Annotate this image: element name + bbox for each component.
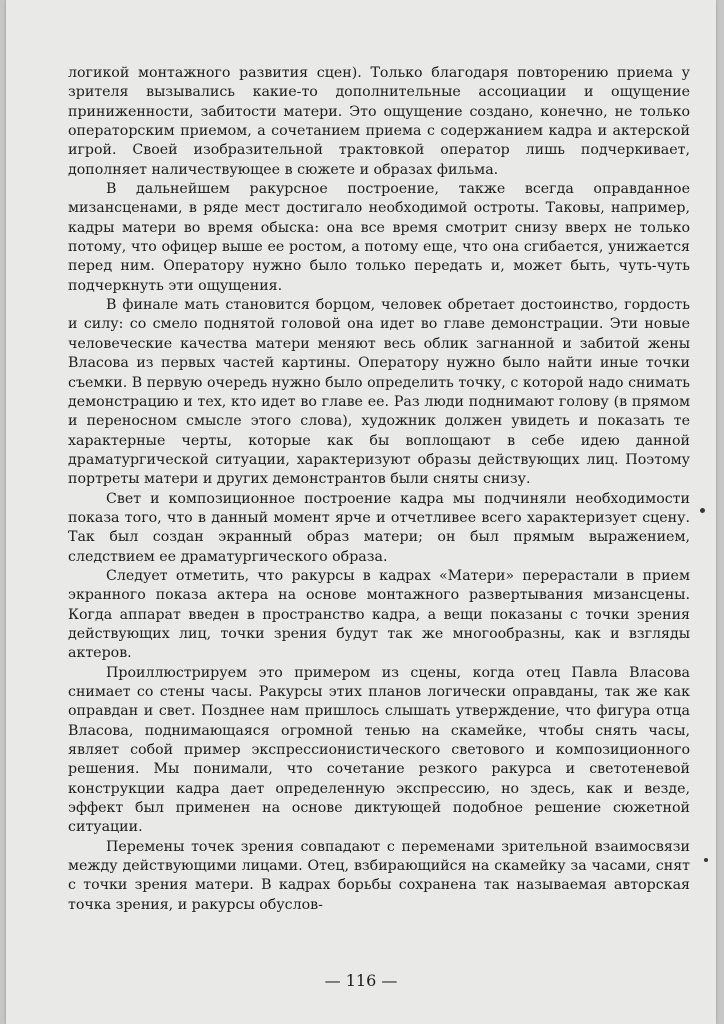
paragraph-6: Проиллюстрируем это примером из сцены, когда отец Павла Власова снимает со стены часы. Ракурсы этих планов логически оправданы, так же как оправдан и свет. Позднее нам пришлось слышать утверждение, что фигура отца Власова, поднимающаяся огромной тенью на скамейке, чтобы снять часы, являет собой пример экспрессионистического светового и композиционного решения. Мы понимали, что сочетание резкого ракурса и светотеневой конструкции кадра дает определенную экспрессию, но здесь, как и везде, эффект был применен на основе диктующей подобное решение сюжетной ситуации. bbox=[68, 664, 690, 836]
paragraph-2: В дальнейшем ракурсное построение, также всегда оправданное мизансценами, в ряде мест достигало необходимой остроты. Таковы, например, кадры матери во время обыска: она все время смотрит снизу вверх не только потому, что офицер выше ее ростом, а потому еще, что она сгибается, унижается перед ним. Оператору нужно было только передать и, может быть, чуть-чуть подчеркнуть эти ощущения. bbox=[68, 181, 690, 294]
paragraph-7: Перемены точек зрения совпадают с переменами зрительной взаимосвязи между действующими лицами. Отец, взбирающийся на скамейку за часами, снят с точки зрения матери. В кадрах борьбы сохранена так называемая авторская точка зрения, и ракурсы обуслов- bbox=[68, 838, 690, 913]
book-page bbox=[6, 0, 716, 1024]
paragraph-3: В финале мать становится борцом, человек обретает достоинство, гордость и силу: со смело поднятой головой она идет во главе демонстрации. Эти новые человеческие качества матери меняют весь облик загнанной и забитой жены Власова из первых частей картины. Оператору нужно было найти иные точки съемки. В первую очередь нужно было определить точку, с которой надо снимать демонстрацию и тех, кто идет во главе ее. Раз люди поднимают голову (в прямом и переносном смысле этого слова), художник должен увидеть и показать те характерные черты, которые как бы воплощают в себе идею данной драматургической ситуации, характеризуют образы действующих лиц. Поэтому портреты матери и других демонстрантов были сняты снизу. bbox=[68, 297, 690, 488]
scan-speck bbox=[704, 858, 708, 862]
page-number: — 116 — bbox=[324, 971, 398, 990]
paragraph-4: Свет и композиционное построение кадра мы подчиняли необходимости показа того, что в данный момент ярче и отчетливее всего характеризует сцену. Так был создан экранный образ матери; он был прямым выражением, следствием ее драматургического образа. bbox=[68, 490, 690, 565]
scan-speck bbox=[700, 508, 705, 513]
body-text bbox=[68, 64, 690, 915]
paragraph-1: логикой монтажного развития сцен). Только благодаря повторению приема у зрителя вызывались какие-то дополнительные ассоциации и ощущение приниженности, забитости матери. Это ощущение создано, конечно, не только операторским приемом, а сочетанием приема с содержанием кадра и актерской игрой. Своей изобразительной трактовкой оператор лишь подчеркивает, дополняет наличествующее в сюжете и образах фильма. bbox=[68, 65, 690, 178]
paragraph-5: Следует отметить, что ракурсы в кадрах «Матери» перерастали в прием экранного показа актера на основе монтажного развертывания мизансцены. Когда аппарат введен в пространство кадра, а вещи показаны с точки зрения действующих лиц, точки зрения будут так же многообразны, как и взгляды актеров. bbox=[68, 567, 690, 662]
